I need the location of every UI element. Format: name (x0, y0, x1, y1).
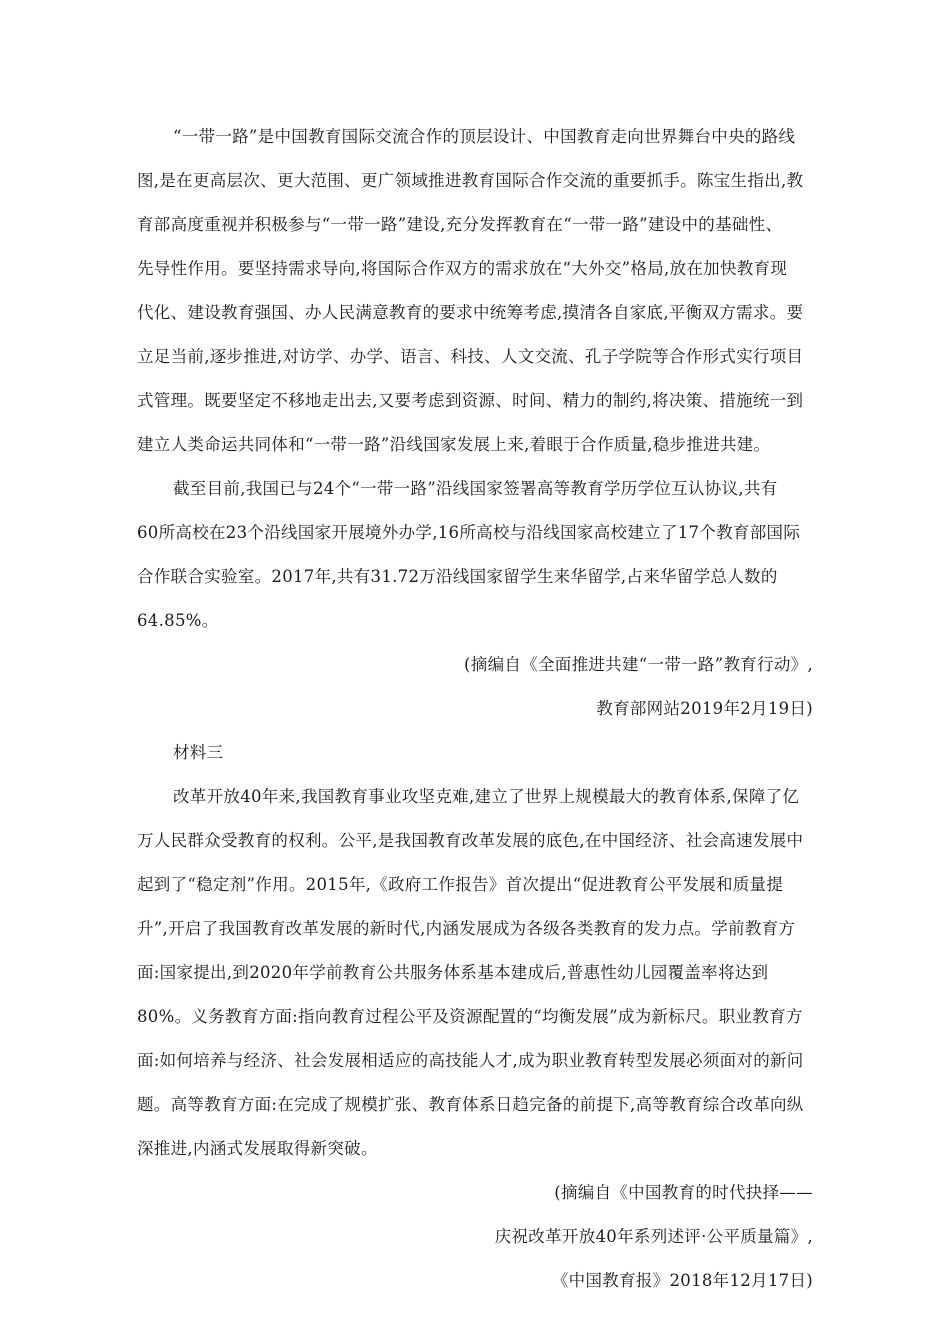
paragraph-line: 建立人类命运共同体和“一带一路”沿线国家发展上来,着眼于合作质量,稳步推进共建。 (137, 435, 771, 454)
paragraph-line: 60所高校在23个沿线国家开展境外办学,16所高校与沿线国家高校建立了17个教育部国际 (137, 523, 801, 542)
citation-line: (摘编自《全面推进共建“一带一路”教育行动》, (464, 655, 813, 674)
paragraph-line: 题。高等教育方面:在完成了规模扩张、教育体系日趋完备的前提下,高等教育综合改革向纵 (137, 1095, 804, 1114)
paragraph-line: 面:国家提出,到2020年学前教育公共服务体系基本建成后,普惠性幼儿园覆盖率将达到 (137, 963, 769, 982)
paragraph-line: 万人民群众受教育的权利。公平,是我国教育改革发展的底色,在中国经济、社会高速发展中 (137, 831, 804, 850)
paragraph-line: 育部高度重视并积极参与“一带一路”建设,充分发挥教育在“一带一路”建设中的基础性、 (137, 215, 783, 234)
paragraph-line: 改革开放40年来,我国教育事业攻坚克难,建立了世界上规模最大的教育体系,保障了亿 (173, 787, 800, 806)
paragraph-line: 先导性作用。要坚持需求导向,将国际合作双方的需求放在“大外交”格局,放在加快教育现 (137, 259, 788, 278)
paragraph-line: 深推进,内涵式发展取得新突破。 (137, 1139, 378, 1158)
paragraph-line: 代化、建设教育强国、办人民满意教育的要求中统筹考虑,摸清各自家底,平衡双方需求。要 (137, 303, 804, 322)
citation-line: 教育部网站2019年2月19日) (596, 699, 813, 718)
citation-line: 《中国教育报》2018年12月17日) (551, 1271, 813, 1290)
paragraph-line: 升”,开启了我国教育改革发展的新时代,内涵发展成为各级各类教育的发力点。学前教育方 (137, 919, 796, 938)
paragraph-line: 图,是在更高层次、更大范围、更广领域推进教育国际合作交流的重要抓手。陈宝生指出,教 (137, 171, 804, 190)
paragraph-line: 80%。义务教育方面:指向教育过程公平及资源配置的“均衡发展”成为新标尺。职业教育方 (137, 1007, 803, 1026)
paragraph-line: “一带一路”是中国教育国际交流合作的顶层设计、中国教育走向世界舞台中央的路线 (173, 127, 796, 146)
paragraph-line: 合作联合实验室。2017年,共有31.72万沿线国家留学生来华留学,占来华留学总人数的 (137, 567, 778, 586)
paragraph-line: 面:如何培养与经济、社会发展相适应的高技能人才,成为职业教育转型发展必须面对的新问 (137, 1051, 804, 1070)
paragraph-line: 式管理。既要坚定不移地走出去,又要考虑到资源、时间、精力的制约,将决策、措施统一到 (137, 391, 804, 410)
material-heading: 材料三 (173, 743, 224, 762)
paragraph-line: 截至目前,我国已与24个“一带一路”沿线国家签署高等教育学历学位互认协议,共有 (173, 479, 778, 498)
paragraph-line: 起到了“稳定剂”作用。2015年,《政府工作报告》首次提出“促进教育公平发展和质量提 (137, 875, 784, 894)
paragraph-line: 64.85%。 (137, 611, 219, 630)
citation-line: (摘编自《中国教育的时代抉择—— (554, 1183, 813, 1202)
citation-line: 庆祝改革开放40年系列述评·公平质量篇》, (494, 1227, 813, 1246)
paragraph-line: 立足当前,逐步推进,对访学、办学、语言、科技、人文交流、孔子学院等合作形式实行项目 (137, 347, 804, 366)
